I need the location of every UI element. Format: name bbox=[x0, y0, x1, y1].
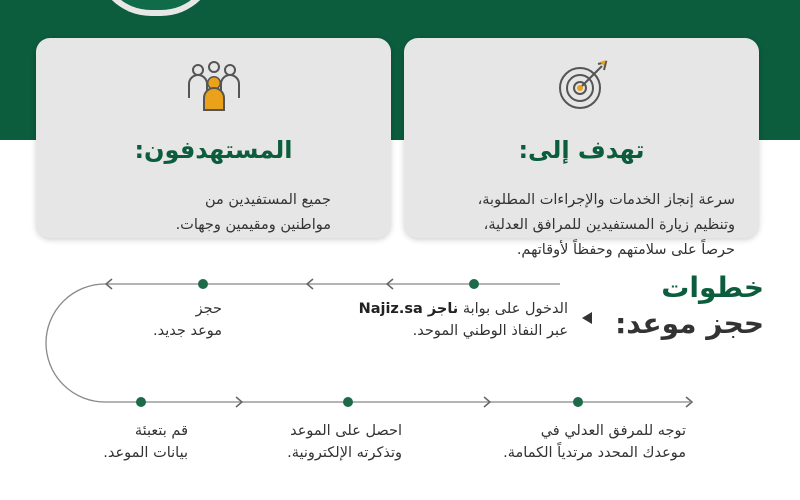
step-dot-5 bbox=[136, 397, 146, 407]
group-people-icon bbox=[184, 58, 244, 112]
step-1 bbox=[359, 298, 568, 342]
goals-card bbox=[404, 38, 759, 258]
step-dot-1 bbox=[469, 279, 479, 289]
step-3-line-1: توجه للمرفق العدلي في bbox=[540, 423, 686, 439]
beneficiaries-title: المستهدفون: bbox=[134, 136, 293, 164]
arrow-right-2 bbox=[484, 397, 490, 407]
step-1-portal: ناجز Najiz.sa bbox=[358, 301, 459, 317]
arrow-left-2 bbox=[307, 279, 313, 289]
beneficiaries-card bbox=[36, 38, 391, 238]
step-1-line-2: عبر النفاذ الوطني الموحد. bbox=[412, 323, 568, 339]
pointer-arrow-icon bbox=[582, 312, 592, 324]
beneficiaries-text bbox=[60, 188, 331, 238]
step-1-prefix: الدخول على بوابة bbox=[458, 301, 568, 317]
step-dot-2 bbox=[198, 279, 208, 289]
step-dot-3 bbox=[573, 397, 583, 407]
step-4-line-2: وتذكرته الإلكترونية. bbox=[287, 445, 402, 461]
step-dot-4 bbox=[343, 397, 353, 407]
goals-line-1: سرعة إنجاز الخدمات والإجراءات المطلوبة، bbox=[477, 192, 735, 208]
step-2-line-2: موعد جديد. bbox=[153, 323, 222, 339]
step-2 bbox=[153, 298, 222, 342]
arrow-right-1 bbox=[236, 397, 242, 407]
arrow-left-1 bbox=[387, 279, 393, 289]
arrow-left-3 bbox=[106, 279, 112, 289]
step-3-line-2: موعدك المحدد مرتدياً الكمامة. bbox=[503, 445, 686, 461]
goals-title: تهدف إلى: bbox=[518, 136, 645, 164]
beneficiaries-line-1: جميع المستفيدين من bbox=[205, 192, 331, 208]
steps-heading-line-2: حجز موعد: bbox=[615, 307, 764, 340]
step-4 bbox=[287, 420, 402, 464]
goals-line-2: وتنظيم زيارة المستفيدين للمرافق العدلية، bbox=[483, 217, 735, 233]
goals-text bbox=[428, 188, 735, 263]
step-5-line-2: بيانات الموعد. bbox=[103, 445, 188, 461]
step-4-line-1: احصل على الموعد bbox=[290, 423, 402, 439]
target-icon bbox=[552, 58, 612, 112]
steps-heading bbox=[614, 270, 764, 342]
step-3 bbox=[503, 420, 686, 464]
steps-heading-line-1: خطوات bbox=[661, 271, 764, 304]
beneficiaries-line-2: مواطنين ومقيمين وجهات. bbox=[175, 217, 331, 233]
step-5-line-1: قم بتعبئة bbox=[134, 423, 188, 439]
arrow-right-3 bbox=[686, 397, 692, 407]
step-2-line-1: حجز bbox=[195, 301, 222, 317]
goals-line-3: حرصاً على سلامتهم وحفظاً لأوقاتهم. bbox=[516, 242, 735, 258]
step-5 bbox=[103, 420, 188, 464]
